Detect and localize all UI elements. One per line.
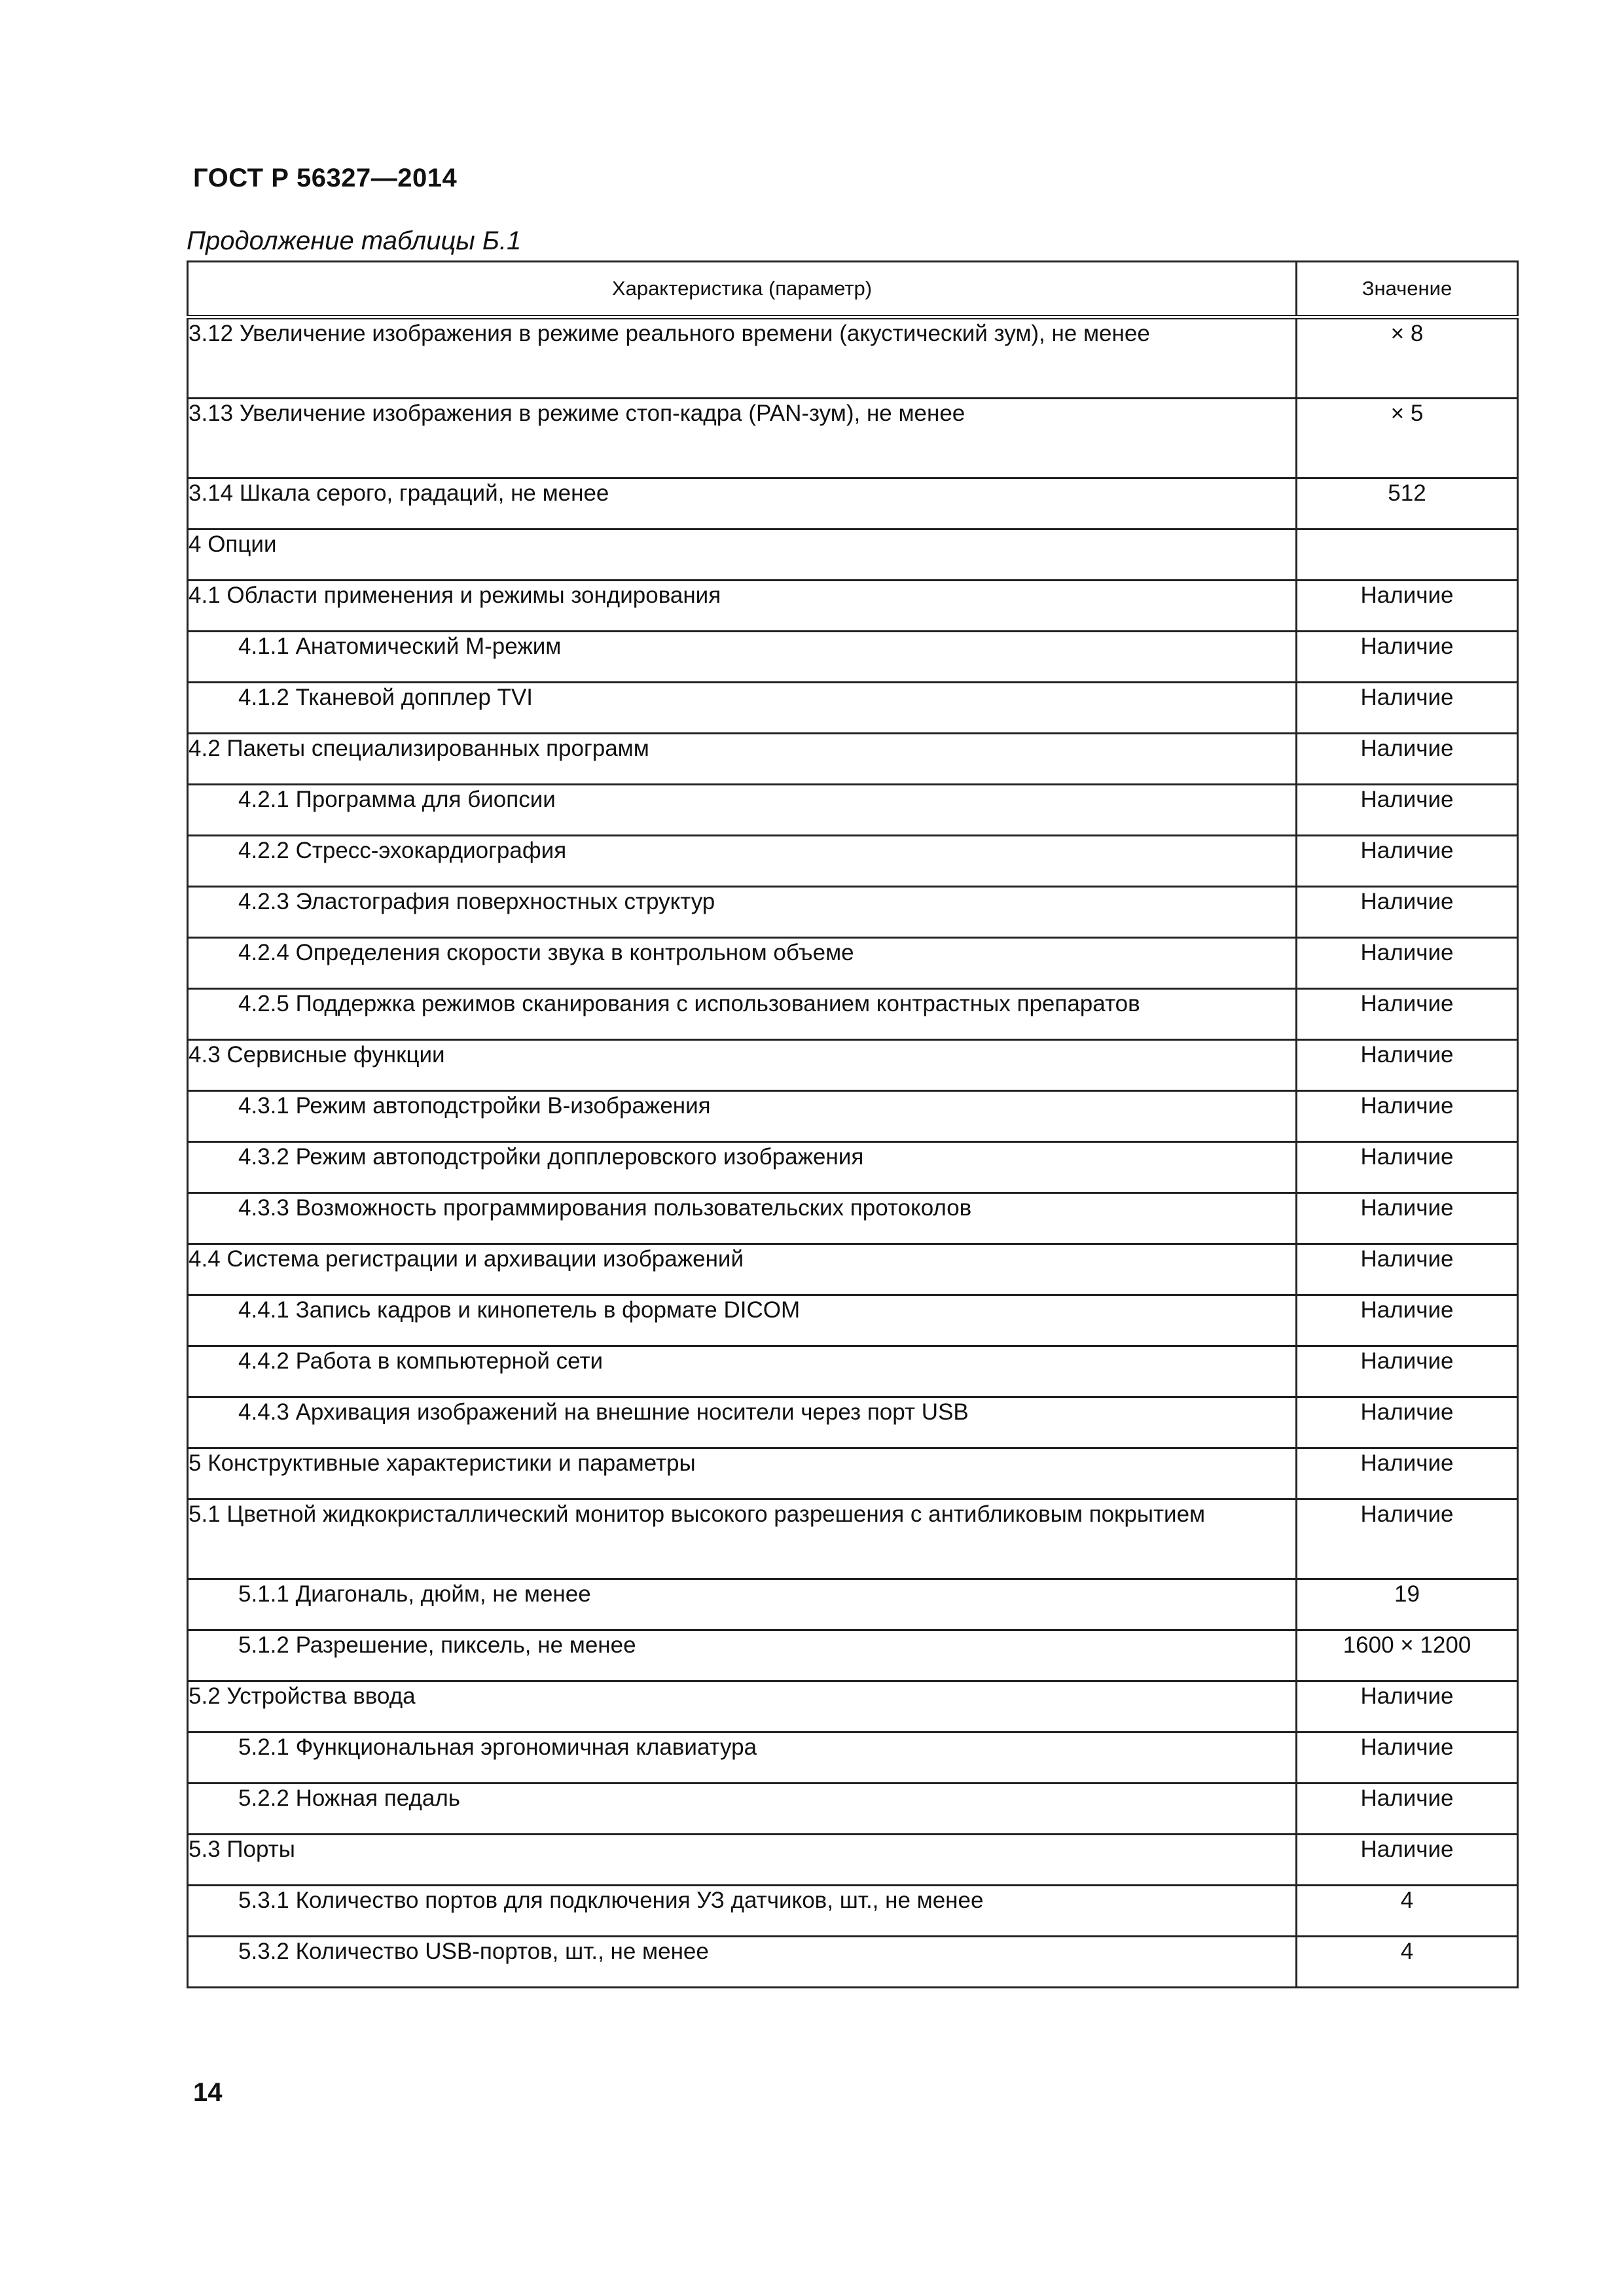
row-characteristic: 5.3 Порты bbox=[188, 1835, 1297, 1886]
row-characteristic: 4.4.1 Запись кадров и кинопетель в формате DICOM bbox=[188, 1295, 1297, 1346]
column-header-characteristic: Характеристика (параметр) bbox=[188, 262, 1297, 317]
table-row bbox=[188, 785, 1518, 836]
row-characteristic: 5.3.1 Количество портов для подключения УЗ датчиков, шт., не менее bbox=[188, 1886, 1297, 1937]
row-characteristic: 4.3.1 Режим автоподстройки В-изображения bbox=[188, 1091, 1297, 1142]
row-characteristic: 4.1.2 Тканевой допплер TVI bbox=[188, 683, 1297, 734]
row-characteristic: 4.2.1 Программа для биопсии bbox=[188, 785, 1297, 836]
row-characteristic: 5.2.1 Функциональная эргономичная клавиатура bbox=[188, 1732, 1297, 1784]
row-characteristic: 4.3.2 Режим автоподстройки допплеровского изображения bbox=[188, 1142, 1297, 1193]
row-characteristic: 5.2 Устройства ввода bbox=[188, 1681, 1297, 1732]
row-value: Наличие bbox=[1297, 1732, 1518, 1784]
row-characteristic: 4.2 Пакеты специализированных программ bbox=[188, 734, 1297, 785]
table-row bbox=[188, 1499, 1518, 1579]
table-row bbox=[188, 1091, 1518, 1142]
row-value: Наличие bbox=[1297, 1193, 1518, 1244]
row-characteristic: 5.1.1 Диагональ, дюйм, не менее bbox=[188, 1579, 1297, 1630]
table-header-row bbox=[188, 262, 1518, 317]
row-characteristic: 4.2.2 Стресс-эхокардиография bbox=[188, 836, 1297, 887]
document-id: ГОСТ Р 56327—2014 bbox=[193, 164, 458, 192]
row-characteristic: 4.4.3 Архивация изображений на внешние носители через порт USB bbox=[188, 1397, 1297, 1448]
row-characteristic: 3.14 Шкала серого, градаций, не менее bbox=[188, 478, 1297, 529]
table-row bbox=[188, 1193, 1518, 1244]
table-row bbox=[188, 529, 1518, 581]
row-characteristic: 4.4 Система регистрации и архивации изображений bbox=[188, 1244, 1297, 1295]
row-value: × 8 bbox=[1297, 317, 1518, 399]
row-characteristic: 4.2.3 Эластография поверхностных структур bbox=[188, 887, 1297, 938]
table-row bbox=[188, 1732, 1518, 1784]
table-row bbox=[188, 683, 1518, 734]
column-header-value: Значение bbox=[1297, 262, 1518, 317]
row-value bbox=[1297, 529, 1518, 581]
row-characteristic: 4.1.1 Анатомический М-режим bbox=[188, 632, 1297, 683]
row-value: Наличие bbox=[1297, 581, 1518, 632]
row-characteristic: 4.1 Области применения и режимы зондирования bbox=[188, 581, 1297, 632]
table-row bbox=[188, 1346, 1518, 1397]
row-characteristic: 4.4.2 Работа в компьютерной сети bbox=[188, 1346, 1297, 1397]
table-row bbox=[188, 1835, 1518, 1886]
row-value: Наличие bbox=[1297, 938, 1518, 989]
specification-table bbox=[187, 260, 1519, 1988]
row-value: Наличие bbox=[1297, 1244, 1518, 1295]
row-value: Наличие bbox=[1297, 1040, 1518, 1091]
table-row bbox=[188, 317, 1518, 399]
table-row bbox=[188, 399, 1518, 478]
row-value: 4 bbox=[1297, 1886, 1518, 1937]
row-value: 19 bbox=[1297, 1579, 1518, 1630]
row-characteristic: 5.1 Цветной жидкокристаллический монитор высокого разрешения с антибликовым покрытием bbox=[188, 1499, 1297, 1579]
table-caption: Продолжение таблицы Б.1 bbox=[187, 226, 522, 255]
row-characteristic: 4.2.4 Определения скорости звука в контрольном объеме bbox=[188, 938, 1297, 989]
row-characteristic: 5.1.2 Разрешение, пиксель, не менее bbox=[188, 1630, 1297, 1681]
table-row bbox=[188, 836, 1518, 887]
row-characteristic: 4.3 Сервисные функции bbox=[188, 1040, 1297, 1091]
table-row bbox=[188, 1244, 1518, 1295]
row-value: × 5 bbox=[1297, 399, 1518, 478]
row-value: 1600 × 1200 bbox=[1297, 1630, 1518, 1681]
table-row bbox=[188, 1579, 1518, 1630]
table-row bbox=[188, 1142, 1518, 1193]
table-row bbox=[188, 1886, 1518, 1937]
row-value: Наличие bbox=[1297, 1499, 1518, 1579]
row-value: Наличие bbox=[1297, 1397, 1518, 1448]
table-row bbox=[188, 632, 1518, 683]
row-value: Наличие bbox=[1297, 683, 1518, 734]
table-row bbox=[188, 1448, 1518, 1499]
table-row bbox=[188, 1937, 1518, 1988]
table-row bbox=[188, 989, 1518, 1040]
row-characteristic: 5.2.2 Ножная педаль bbox=[188, 1784, 1297, 1835]
row-value: Наличие bbox=[1297, 1448, 1518, 1499]
table-row bbox=[188, 887, 1518, 938]
row-value: Наличие bbox=[1297, 887, 1518, 938]
row-value: 512 bbox=[1297, 478, 1518, 529]
row-value: Наличие bbox=[1297, 1142, 1518, 1193]
table-row bbox=[188, 581, 1518, 632]
table-row bbox=[188, 938, 1518, 989]
row-characteristic: 5.3.2 Количество USB-портов, шт., не менее bbox=[188, 1937, 1297, 1988]
page-number: 14 bbox=[193, 2078, 223, 2107]
table-row bbox=[188, 1040, 1518, 1091]
table-row bbox=[188, 478, 1518, 529]
row-characteristic: 3.13 Увеличение изображения в режиме стоп-кадра (PAN-зум), не менее bbox=[188, 399, 1297, 478]
row-value: 4 bbox=[1297, 1937, 1518, 1988]
row-characteristic: 4 Опции bbox=[188, 529, 1297, 581]
table-row bbox=[188, 1784, 1518, 1835]
row-value: Наличие bbox=[1297, 1784, 1518, 1835]
row-characteristic: 5 Конструктивные характеристики и параметры bbox=[188, 1448, 1297, 1499]
row-characteristic: 3.12 Увеличение изображения в режиме реального времени (акустический зум), не менее bbox=[188, 317, 1297, 399]
table-row bbox=[188, 1397, 1518, 1448]
row-value: Наличие bbox=[1297, 1091, 1518, 1142]
row-characteristic: 4.2.5 Поддержка режимов сканирования с использованием контрастных препаратов bbox=[188, 989, 1297, 1040]
table-row bbox=[188, 1681, 1518, 1732]
table-row bbox=[188, 1295, 1518, 1346]
table-row bbox=[188, 734, 1518, 785]
row-value: Наличие bbox=[1297, 1295, 1518, 1346]
row-value: Наличие bbox=[1297, 734, 1518, 785]
row-value: Наличие bbox=[1297, 836, 1518, 887]
row-value: Наличие bbox=[1297, 632, 1518, 683]
row-value: Наличие bbox=[1297, 1346, 1518, 1397]
table-row bbox=[188, 1630, 1518, 1681]
row-characteristic: 4.3.3 Возможность программирования пользовательских протоколов bbox=[188, 1193, 1297, 1244]
row-value: Наличие bbox=[1297, 989, 1518, 1040]
row-value: Наличие bbox=[1297, 1681, 1518, 1732]
row-value: Наличие bbox=[1297, 785, 1518, 836]
row-value: Наличие bbox=[1297, 1835, 1518, 1886]
